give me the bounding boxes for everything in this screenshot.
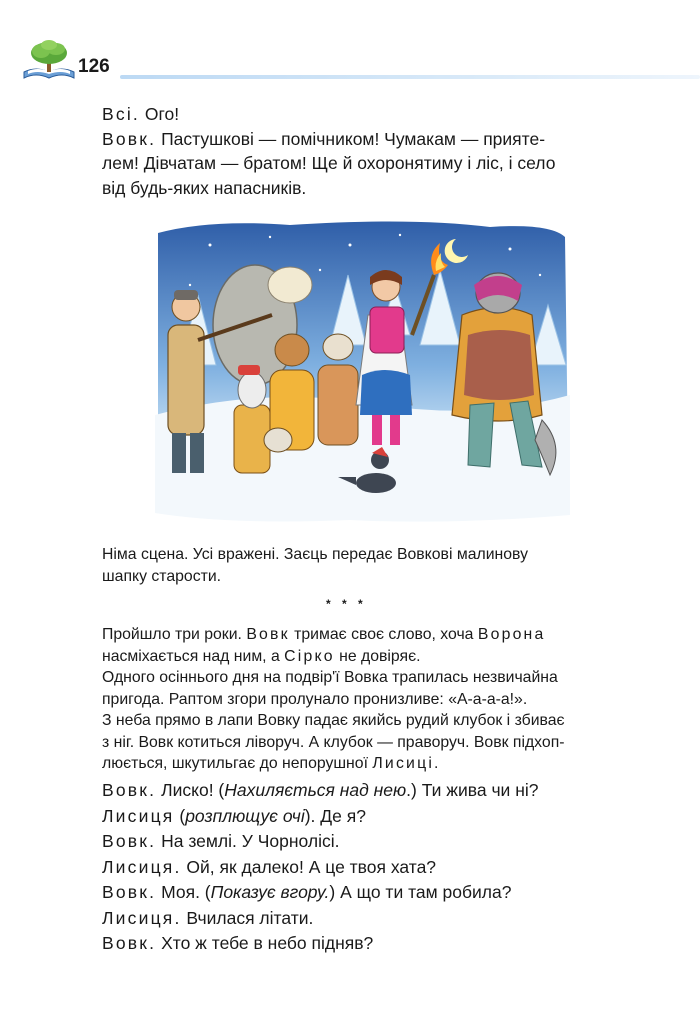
line-text: Моя. (	[156, 882, 211, 902]
line-text: (	[174, 805, 186, 826]
tree-book-icon	[22, 38, 76, 80]
dialogue-line	[102, 778, 650, 804]
dialogue-line	[102, 804, 650, 830]
character-name: Вовк	[246, 626, 290, 643]
narrative-line: пригода. Раптом згори пролунало пронизливе: «А-а-а-а!».	[102, 690, 528, 708]
speaker-name: Вовк.	[102, 128, 157, 149]
narrative-line	[102, 646, 650, 668]
speaker-name: Вовк.	[102, 882, 157, 902]
caption-line: шапку старости.	[102, 567, 222, 585]
stage-direction: розплющує очі	[185, 805, 305, 826]
dialogue-line: лем! Дівчатам — братом! Ще й охоронятиму і ліс, і село	[102, 153, 556, 173]
line-text: .) Ти жива чи ні?	[406, 780, 539, 800]
text-span: тримає своє слово, хоча	[289, 626, 478, 643]
line-text: ) А що ти там робила?	[329, 882, 512, 902]
line-text: Лиско! (	[156, 780, 225, 800]
dialogue-line: від будь-яких напасників.	[102, 177, 307, 198]
character-name: Ворона	[477, 626, 546, 643]
stage-direction: Нахиляється над нею	[224, 780, 407, 800]
narrative-line: з ніг. Вовк котиться ліворуч. А клубок — праворуч. Вовк підхоп-	[102, 733, 565, 751]
winter-fairy-tale-scene-illustration	[150, 215, 575, 525]
text-span: не довіряє.	[334, 647, 421, 665]
speaker-name: Лисиця	[102, 805, 175, 826]
line-text: Ого!	[139, 104, 180, 124]
speaker-name: Вовк.	[102, 780, 157, 800]
dialogue-line	[102, 855, 650, 881]
speaker-name: Вовк.	[102, 831, 157, 851]
header-rule	[120, 75, 700, 79]
page-header	[22, 36, 700, 86]
speaker-name: Вовк.	[102, 933, 157, 953]
dialogue-line	[102, 880, 650, 906]
character-name: Сірко	[284, 647, 335, 665]
dialogue-line	[102, 829, 650, 855]
caption-line: Німа сцена. Усі вражені. Заєць передає Вовкові малинову	[102, 546, 528, 563]
narrative-line: З неба прямо в лапи Вовку падає якийсь рудий клубок і збиває	[102, 712, 565, 729]
text-span: люється, шкутильгає до непорушної	[102, 755, 373, 772]
line-text: ). Де я?	[304, 805, 366, 826]
line-text: На землі. У Чорнолісі.	[156, 831, 340, 851]
speaker-name: Лисиця.	[102, 856, 182, 877]
top-dialogue	[102, 102, 650, 200]
dialogue-block	[102, 778, 650, 957]
narrative-line: Одного осіннього дня на подвір'ї Вовка трапилась незвичайна	[102, 669, 558, 686]
dialogue-line	[102, 931, 650, 957]
dialogue-line	[102, 906, 650, 932]
line-text: Пастушкові — помічником! Чумакам — прияте-	[156, 128, 546, 149]
text-span: Пройшло три роки.	[102, 626, 247, 643]
line-text: Хто ж тебе в небо підняв?	[156, 933, 374, 953]
speaker-name: Всі.	[102, 104, 140, 124]
text-span: .	[434, 755, 439, 772]
narrative-block	[102, 624, 650, 775]
section-separator: * * *	[326, 597, 367, 611]
dialogue-line	[102, 127, 650, 152]
narrative-line	[102, 753, 650, 775]
line-text: Ой, як далеко! А це твоя хата?	[181, 856, 437, 877]
narrative-line	[102, 624, 650, 646]
line-text: Вчилася літати.	[181, 907, 314, 928]
speaker-name: Лисиця.	[102, 907, 182, 928]
stage-direction: Показує вгору.	[210, 882, 330, 902]
text-span: насміхається над ним, а	[102, 647, 285, 665]
page-number: 126	[78, 56, 110, 77]
dialogue-line	[102, 102, 650, 127]
scene-caption	[102, 544, 650, 587]
character-name: Лисиці	[372, 755, 435, 772]
